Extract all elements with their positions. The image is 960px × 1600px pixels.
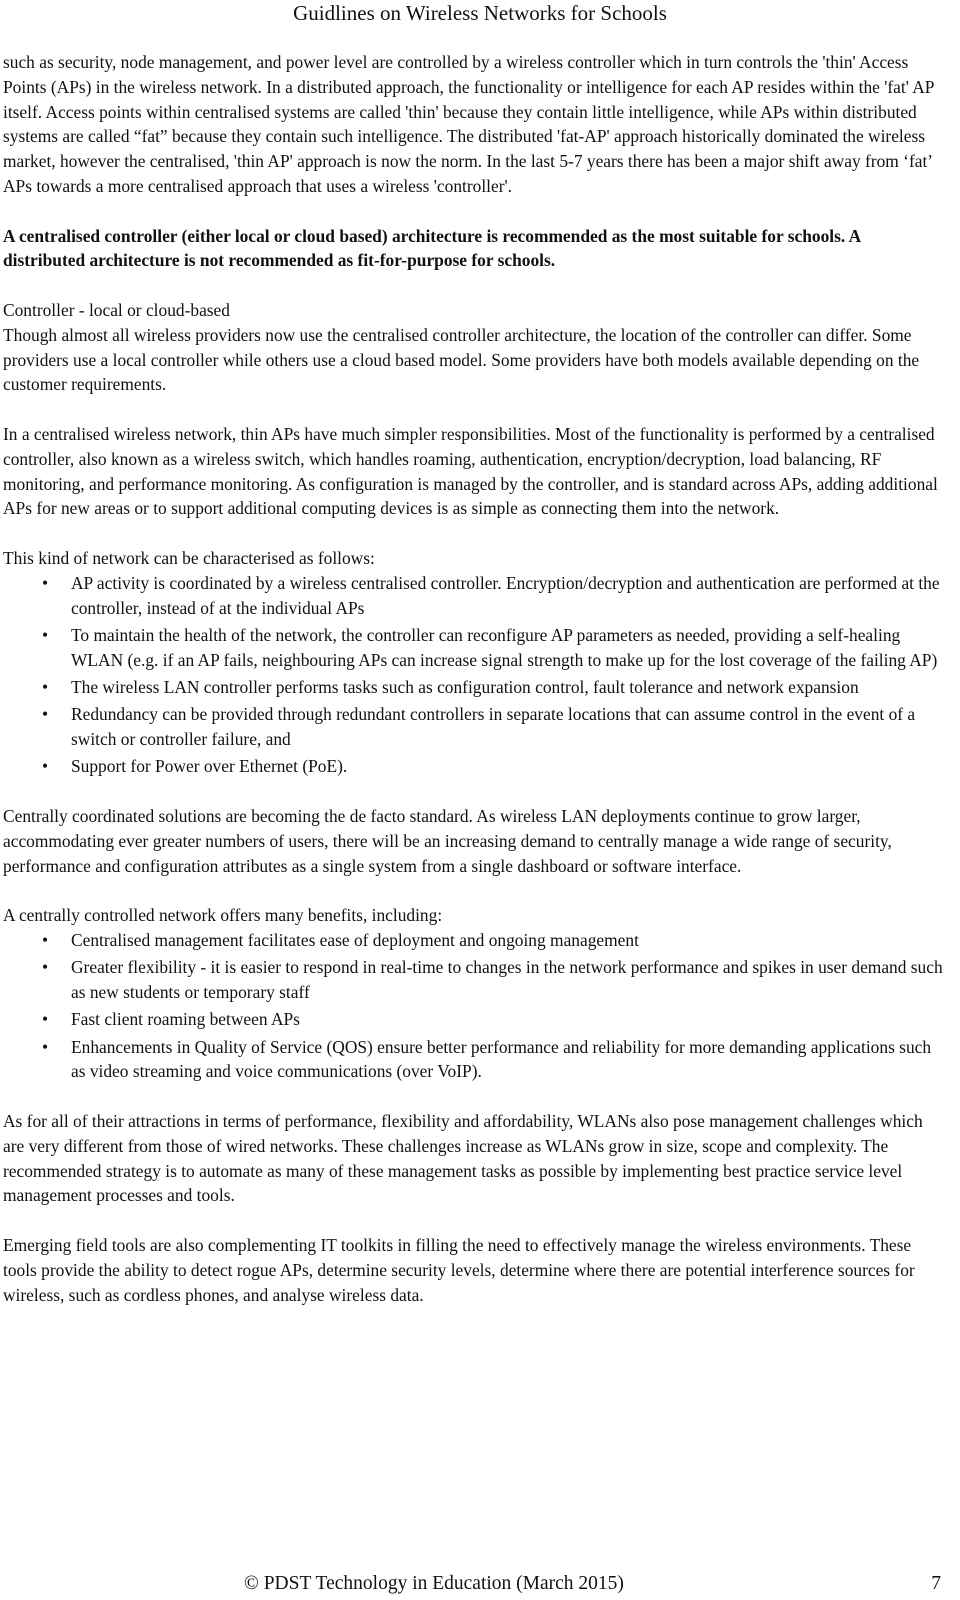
- list-item: • Greater flexibility - it is easier to respond in real-time to changes in the network performance and spikes in user demand such as new students or temporary staff: [3, 955, 946, 1005]
- bullet-icon: •: [41, 624, 49, 645]
- list-item: • The wireless LAN controller performs tasks such as configuration control, fault tolerance and network expansion: [3, 675, 946, 700]
- bullet-icon: •: [41, 957, 49, 978]
- list-item: • Fast client roaming between APs: [3, 1007, 946, 1032]
- bullet-icon: •: [41, 676, 49, 697]
- paragraph-architecture: such as security, node management, and power level are controlled by a wireless controller which in turn controls the 'thin' Access Points (APs) in the wireless network. In a distributed approach, the functionality or intelligence for each AP resides within the 'fat' AP itself. Access points within centralised systems are called 'thin' because they contain little intelligence, while APs within distributed systems are called “fat” because they contain such intelligence. The distributed 'fat-AP' approach historically dominated the wireless market, however the centralised, 'thin AP' approach is now the norm. In the last 5-7 years there has been a major shift away from ‘fat’ APs towards a more centralised approach that uses a wireless 'controller'.: [3, 52, 934, 196]
- paragraph-thin-aps: In a centralised wireless network, thin APs have much simpler responsibilities. Most of the functionality is performed by a centralised controller, also known as a wireless switch, which handles roaming, authentication, encryption/decryption, load balancing, RF monitoring, and performance monitoring. As configuration is managed by the controller, and is standard across APs, adding additional APs for new areas or to support additional computing devices is as simple as connecting them into the network.: [3, 423, 938, 519]
- page-header: Guidlines on Wireless Networks for Schools: [293, 1, 667, 25]
- list-item: • Redundancy can be provided through redundant controllers in separate locations that can assume control in the event of a switch or controller failure, and: [3, 702, 946, 752]
- page-number: 7: [931, 1573, 941, 1594]
- paragraph-controller-location: Though almost all wireless providers now use the centralised controller architecture, the location of the controller can differ. Some providers use a local controller while others use a cloud based model. Some providers have both models available depending on the customer requirements.: [3, 324, 920, 395]
- list-intro-benefits: A centrally controlled network offers many benefits, including:: [3, 905, 443, 926]
- benefits-list: [3, 928, 946, 1084]
- paragraph-field-tools: Emerging field tools are also complementing IT toolkits in filling the need to effectively manage the wireless environments. These tools provide the ability to detect rogue APs, determine security levels, determine where there are potential interference sources for wireless, such as cordless phones, and analyse wireless data.: [3, 1234, 915, 1305]
- list-item: • To maintain the health of the network, the controller can reconfigure AP parameters as needed, providing a self-healing WLAN (e.g. if an AP fails, neighbouring APs can increase signal strength to make up for the lost coverage of the failing AP): [3, 623, 946, 673]
- list-item: • AP activity is coordinated by a wireless centralised controller. Encryption/decryption and authentication are performed at the controller, instead of at the individual APs: [3, 571, 946, 621]
- footer-copyright: © PDST Technology in Education (March 2015): [244, 1573, 624, 1594]
- recommendation-paragraph: A centralised controller (either local or cloud based) architecture is recommended as the most suitable for schools. A distributed architecture is not recommended as fit-for-purpose for schools.: [3, 225, 861, 271]
- section-heading-controller: Controller - local or cloud-based: [3, 299, 230, 320]
- paragraph-de-facto-standard: Centrally coordinated solutions are becoming the de facto standard. As wireless LAN deployments continue to grow larger, accommodating ever greater numbers of users, there will be an increasing demand to centrally manage a wide range of security, performance and configuration attributes as a single system from a single dashboard or software interface.: [3, 805, 892, 876]
- list-item: • Centralised management facilitates ease of deployment and ongoing management: [3, 928, 946, 953]
- bullet-icon: •: [41, 572, 49, 593]
- characteristics-list: [3, 571, 946, 779]
- paragraph-management-challenges: As for all of their attractions in terms of performance, flexibility and affordability, WLANs also pose management challenges which are very different from those of wired networks. These challenges increase as WLANs grow in size, scope and complexity. The recommended strategy is to automate as many of these management tasks as possible by implementing best practice service level management processes and tools.: [3, 1110, 923, 1206]
- list-item: • Support for Power over Ethernet (PoE).: [3, 754, 946, 779]
- list-intro-characteristics: This kind of network can be characterised as follows:: [3, 547, 375, 568]
- bullet-icon: •: [41, 756, 49, 777]
- page-content: [3, 50, 946, 1307]
- bullet-icon: •: [41, 1036, 49, 1057]
- list-item: • Enhancements in Quality of Service (QOS) ensure better performance and reliability for more demanding applications such as video streaming and voice communications (over VoIP).: [3, 1035, 946, 1085]
- bullet-icon: •: [41, 1009, 49, 1030]
- bullet-icon: •: [41, 929, 49, 950]
- bullet-icon: •: [41, 704, 49, 725]
